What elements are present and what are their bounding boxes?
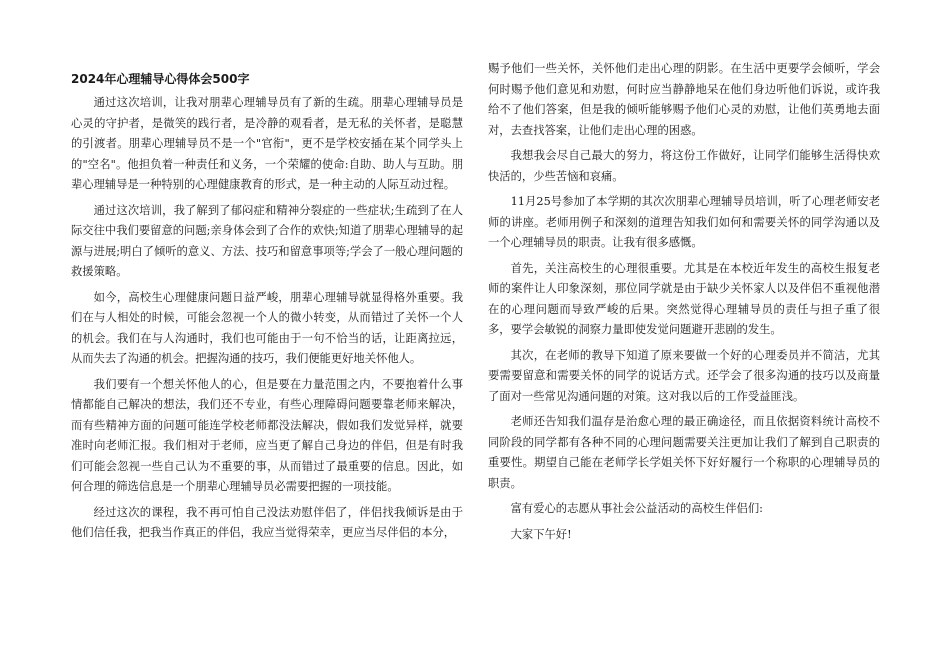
document-title: 2024年心理辅导心得体会500字 — [71, 72, 250, 86]
paragraph: 其次，在老师的教导下知道了原来要做一个好的心理委员并不简洁，尤其要需要留意和需要关怀的同学的说话方式。还学会了很多沟通的技巧以及商量了面对一些常见沟通问题的对策。这对我以后的工作受益匪浅。 — [488, 348, 880, 403]
paragraph: 首先，关注高校生的心理很重要。尤其是在本校近年发生的高校生报复老师的案件让人印象深刻，那位同学就是由于缺少关怀家人以及伴侣不重视他潜在的心理问题而导致严峻的后果。突然觉得心理辅导员的责任与担子重了很多，要学会敏锐的洞察力量即使发觉问题避开悲剧的发生。 — [488, 261, 880, 336]
paragraph: 我想我会尽自己最大的努力，将这份工作做好，让同学们能够生活得快欢快活的，少些苦恼和哀痛。 — [488, 149, 880, 183]
left-column — [71, 59, 463, 549]
greeting: 大家下午好! — [510, 527, 572, 541]
paragraph: 通过这次培训，让我对朋辈心理辅导员有了新的生疏。朋辈心理辅导员是心灵的守护者，是微笑的践行者，是冷静的观看者，是无私的关怀者，是聪慧的引渡者。朋辈心理辅导员不是一个"官衔"，更不是学校安插在某个同学头上的"空名"。他担负着一种责任和义务，一个荣耀的使命:自助、助人与互助。朋辈心理辅导是一种特别的心理健康教育的形式，是一种主动的人际互动过程。 — [71, 96, 463, 191]
salutation: 富有爱心的志愿从事社会公益活动的高校生伴侣们: — [510, 502, 763, 515]
paragraph: 经过这次的课程，我不再可怕自己没法劝慰伴侣了，伴侣找我倾诉是由于他们信任我，把我当作真正的伴侣，我应当觉得荣幸，更应当尽伴侣的本分， — [71, 505, 463, 539]
paragraph: 如今，高校生心理健康问题日益严峻，朋辈心理辅导就显得格外重要。我们在与人相处的时候，可能会忽视一个人的微小转变，从而错过了关怀一个人的机会。我们在与人沟通时，我们也可能由于一句不恰当的话，让距离拉远，从而失去了沟通的机会。把握沟通的技巧，我们便能更好地关怀他人。 — [71, 290, 463, 365]
paragraph: 11月25号参加了本学期的其次次朋辈心理辅导员培训，听了心理老师安老师的讲座。老师用例子和深刻的道理告知我们如何和需要关怀的同学沟通以及一个心理辅导员的职责。让我有很多感慨。 — [488, 195, 880, 249]
paragraph: 老师还告知我们温存是治愈心理的最正确途径，而且依据资料统计高校不同阶段的同学都有各种不同的心理问题需要关注更加让我们了解到自己职责的重要性。期望自己能在老师学长学姐关怀下好好履行一个称职的心理辅导员的职责。 — [488, 415, 880, 490]
paragraph: 我们要有一个想关怀他人的心，但是要在力量范围之内，不要抱着什么事情都能自己解决的想法，我们还不专业，有些心理障碍问题要靠老师来解决，而有些精神方面的问题可能连学校老师都没法解决，假如我们发觉异样，就要准时向老师汇报。我们相对于老师，应当更了解自己身边的伴侣，但是有时我们可能会忽视一些自己认为不重要的事，从而错过了最重要的信息。因此，如何合理的筛选信息是一个朋辈心理辅导员必需要把握的一项技能。 — [71, 377, 463, 493]
paragraph: 通过这次培训，我了解到了郁闷症和精神分裂症的一些症状;生疏到了在人际交往中我们要留意的问题;亲身体会到了合作的欢快;知道了朋辈心理辅导的起源与进展;明白了倾听的意义、方法、技巧和留意事项等;学会了一般心理问题的救援策略。 — [71, 203, 463, 278]
paragraph-continued: 赐予他们一些关怀，关怀他们走出心理的阴影。在生活中更要学会倾听，学会何时赐予他们意见和劝慰，何时应当静静地呆在他们身边听他们诉说，或许我给不了他们答案，但是我的倾听能够赐予他们心灵的劝慰，让他们英勇地去面对，去查找答案，让他们走出心理的困惑。 — [488, 62, 880, 137]
right-column — [488, 59, 880, 550]
